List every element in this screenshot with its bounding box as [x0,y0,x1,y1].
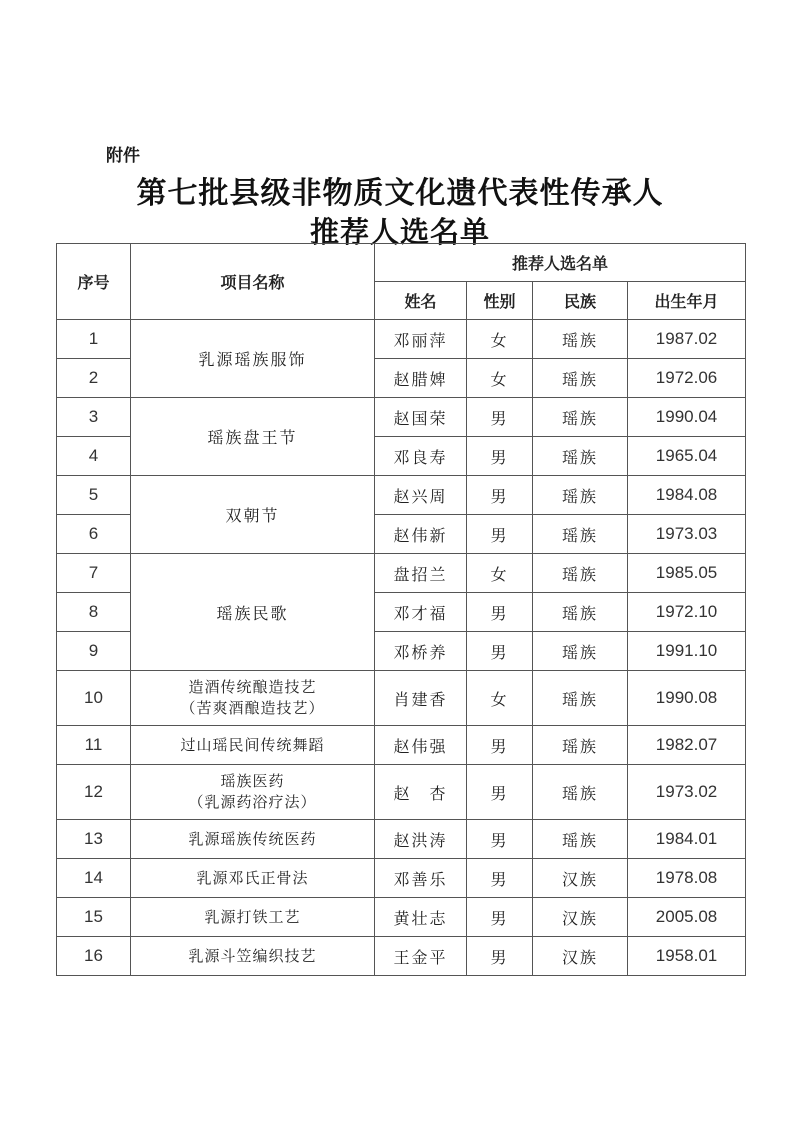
birth-cell: 1990.04 [628,398,746,437]
project-cell [131,398,375,476]
project-name-note: （乳源药浴疗法） [188,793,317,811]
seq-cell: 9 [57,632,131,671]
header-gender: 性别 [467,282,533,320]
birth-cell: 1984.01 [628,820,746,859]
gender-cell: 男 [467,859,533,898]
header-candidates-group: 推荐人选名单 [375,244,746,282]
project-name: 乳源打铁工艺 [204,907,301,926]
ethnicity-cell: 瑶族 [533,593,628,632]
gender-cell: 男 [467,515,533,554]
project-name: 过山瑶民间传统舞蹈 [180,735,325,754]
seq-cell: 15 [57,898,131,937]
gender-cell: 女 [467,671,533,726]
birth-cell: 1984.08 [628,476,746,515]
name-cell: 赵国荣 [375,398,467,437]
header-ethnicity: 民族 [533,282,628,320]
project-name: 乳源邓氏正骨法 [196,868,309,887]
table-row [57,398,746,437]
project-cell [131,476,375,554]
seq-cell: 14 [57,859,131,898]
table-row [57,476,746,515]
project-name: 乳源斗笠编织技艺 [188,946,317,965]
birth-cell: 1987.02 [628,320,746,359]
birth-cell: 1972.06 [628,359,746,398]
birth-cell: 1973.02 [628,765,746,820]
ethnicity-cell: 瑶族 [533,476,628,515]
seq-cell: 6 [57,515,131,554]
table-row [57,320,746,359]
seq-cell: 10 [57,671,131,726]
gender-cell: 男 [467,765,533,820]
seq-cell: 4 [57,437,131,476]
birth-cell: 1965.04 [628,437,746,476]
table-row [57,898,746,937]
document-title: 第七批县级非物质文化遗代表性传承人 [136,176,664,211]
table-row [57,859,746,898]
ethnicity-cell: 汉族 [533,898,628,937]
name-cell: 邓丽萍 [375,320,467,359]
project-cell [131,726,375,765]
project-cell [131,820,375,859]
ethnicity-cell: 瑶族 [533,398,628,437]
seq-cell: 11 [57,726,131,765]
name-cell: 赵 杏 [375,765,467,820]
name-cell: 邓桥养 [375,632,467,671]
name-cell: 赵腊婢 [375,359,467,398]
gender-cell: 男 [467,937,533,976]
project-cell [131,859,375,898]
table-row [57,671,746,726]
gender-cell: 男 [467,437,533,476]
project-cell [131,671,375,726]
birth-cell: 1972.10 [628,593,746,632]
project-name: 瑶族民歌 [216,603,289,623]
name-cell: 肖建香 [375,671,467,726]
table-row [57,554,746,593]
table-row [57,937,746,976]
ethnicity-cell: 瑶族 [533,437,628,476]
header-name: 姓名 [375,282,467,320]
project-cell [131,320,375,398]
birth-cell: 1982.07 [628,726,746,765]
name-cell: 赵洪涛 [375,820,467,859]
name-cell: 盘招兰 [375,554,467,593]
gender-cell: 男 [467,593,533,632]
header-row [57,244,746,282]
gender-cell: 女 [467,320,533,359]
seq-cell: 7 [57,554,131,593]
seq-cell: 3 [57,398,131,437]
gender-cell: 女 [467,359,533,398]
project-cell [131,898,375,937]
seq-cell: 16 [57,937,131,976]
project-cell [131,765,375,820]
seq-cell: 1 [57,320,131,359]
ethnicity-cell: 瑶族 [533,765,628,820]
attachment-label: 附件 [106,146,140,166]
gender-cell: 男 [467,632,533,671]
table-row [57,820,746,859]
name-cell: 邓才福 [375,593,467,632]
ethnicity-cell: 瑶族 [533,359,628,398]
birth-cell: 1978.08 [628,859,746,898]
table-row [57,765,746,820]
project-name: 瑶族盘王节 [207,428,298,447]
birth-cell: 1958.01 [628,937,746,976]
name-cell: 王金平 [375,937,467,976]
name-cell: 黄壮志 [375,898,467,937]
seq-cell: 2 [57,359,131,398]
table-row [57,726,746,765]
document-subtitle: 推荐人选名单 [309,215,490,249]
gender-cell: 男 [467,476,533,515]
gender-cell: 男 [467,820,533,859]
birth-cell: 2005.08 [628,898,746,937]
project-name: 乳源瑶族传统医药 [188,829,317,848]
project-name: 造酒传统酿造技艺 [188,678,317,696]
project-cell [131,554,375,671]
ethnicity-cell: 瑶族 [533,671,628,726]
name-cell: 邓善乐 [375,859,467,898]
name-cell: 赵伟新 [375,515,467,554]
ethnicity-cell: 瑶族 [533,554,628,593]
birth-cell: 1991.10 [628,632,746,671]
birth-cell: 1985.05 [628,554,746,593]
name-cell: 邓良寿 [375,437,467,476]
gender-cell: 女 [467,554,533,593]
header-seq: 序号 [57,244,131,320]
seq-cell: 13 [57,820,131,859]
project-name-note: （苦爽酒酿造技艺） [180,699,325,717]
birth-cell: 1990.08 [628,671,746,726]
gender-cell: 男 [467,898,533,937]
seq-cell: 8 [57,593,131,632]
gender-cell: 男 [467,726,533,765]
ethnicity-cell: 汉族 [533,859,628,898]
ethnicity-cell: 瑶族 [533,632,628,671]
header-birth: 出生年月 [628,282,746,320]
ethnicity-cell: 汉族 [533,937,628,976]
seq-cell: 12 [57,765,131,820]
gender-cell: 男 [467,398,533,437]
project-name: 乳源瑶族服饰 [198,350,307,369]
project-name: 瑶族医药 [220,772,285,790]
seq-cell: 5 [57,476,131,515]
project-name: 双朝节 [225,506,280,525]
ethnicity-cell: 瑶族 [533,726,628,765]
birth-cell: 1973.03 [628,515,746,554]
candidate-table [56,243,746,976]
ethnicity-cell: 瑶族 [533,515,628,554]
name-cell: 赵兴周 [375,476,467,515]
project-cell [131,937,375,976]
ethnicity-cell: 瑶族 [533,820,628,859]
header-project: 项目名称 [131,244,375,320]
name-cell: 赵伟强 [375,726,467,765]
ethnicity-cell: 瑶族 [533,320,628,359]
